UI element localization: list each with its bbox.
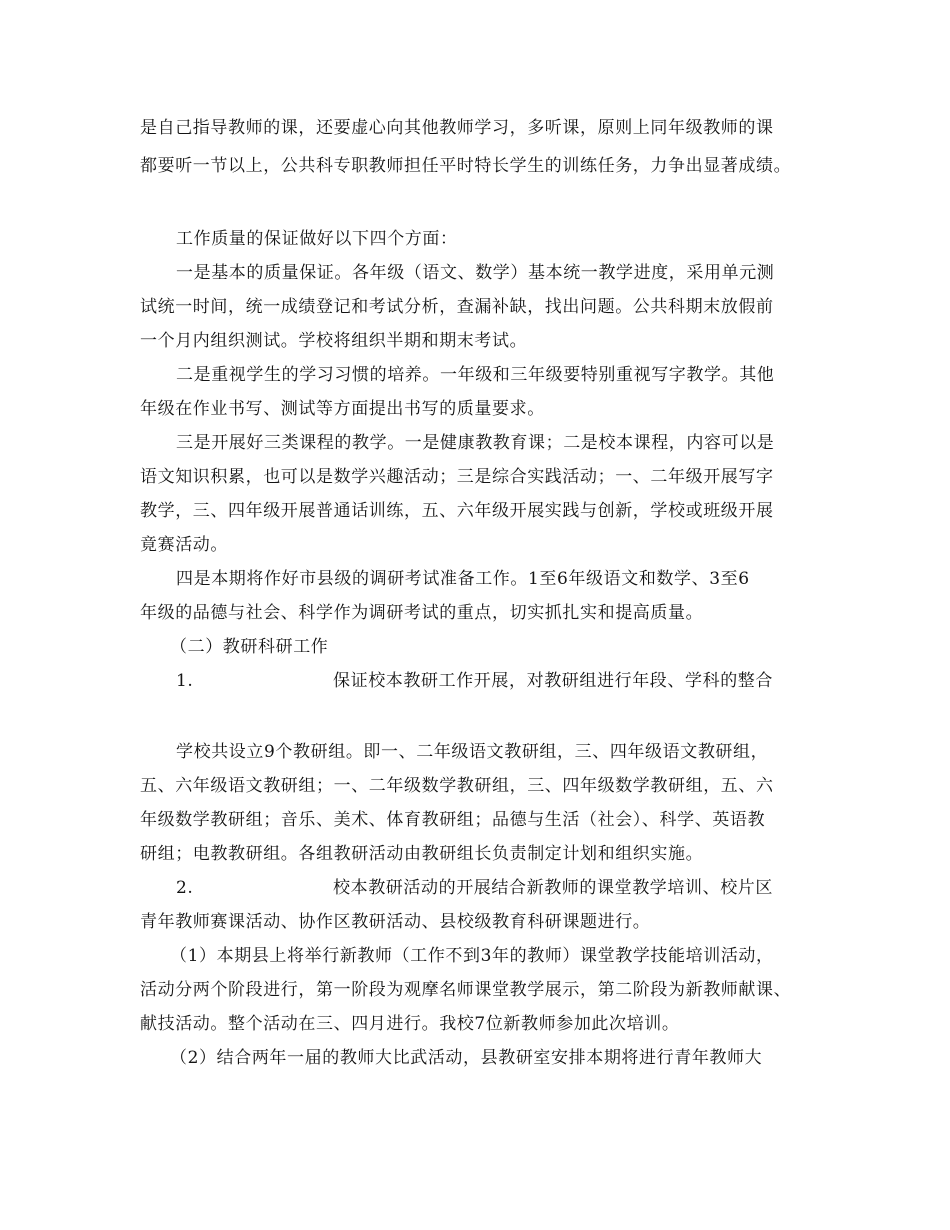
text-line: 年级数学教研组；音乐、美术、体育教研组；品德与生活（社会）、科学、英语教 bbox=[140, 810, 766, 830]
text-line: 活动分两个阶段进行，第一阶段为观摩名师课堂教学展示，第二阶段为新教师献课、 bbox=[140, 980, 792, 1000]
text-line: 献技活动。整个活动在三、四月进行。我校7位新教师参加此次培训。 bbox=[140, 1014, 680, 1034]
text-line: 四是本期将作好市县级的调研考试准备工作。1至6年级语文和数学、3至6 bbox=[176, 569, 750, 589]
text-line: 五、六年级语文教研组；一、二年级数学教研组，三、四年级数学教研组，五、六 bbox=[140, 776, 774, 796]
list-item-title: 校本教研活动的开展结合新教师的课堂教学培训、校片区 bbox=[333, 878, 773, 898]
text-line: 一个月内组织测试。学校将组织半期和期末考试。 bbox=[140, 331, 528, 351]
text-line: 都要听一节以上，公共科专职教师担任平时特长学生的训练任务，力争出显著成绩。 bbox=[140, 156, 792, 176]
list-item-title: 保证校本教研工作开展，对教研组进行年段、学科的整合 bbox=[333, 671, 773, 691]
text-line: 青年教师赛课活动、协作区教研活动、县校级教育科研课题进行。 bbox=[140, 912, 651, 932]
text-line: 竟赛活动。 bbox=[140, 535, 228, 555]
list-number: 2. bbox=[176, 878, 194, 898]
text-line: 是自己指导教师的课，还要虚心向其他教师学习，多听课，原则上同年级教师的课 bbox=[140, 118, 774, 138]
text-line: 年级的品德与社会、科学作为调研考试的重点，切实抓扎实和提高质量。 bbox=[140, 603, 704, 623]
section-heading: （二）教研科研工作 bbox=[170, 637, 329, 657]
text-line: 试统一时间，统一成绩登记和考试分析，查漏补缺，找出问题。公共科期末放假前 bbox=[140, 297, 774, 317]
text-line: 三是开展好三类课程的教学。一是健康教教育课；二是校本课程，内容可以是 bbox=[176, 433, 775, 453]
list-number: 1. bbox=[176, 671, 194, 691]
paragraph-heading: 工作质量的保证做好以下四个方面： bbox=[176, 229, 458, 249]
text-line: 一是基本的质量保证。各年级（语文、数学）基本统一教学进度，采用单元测 bbox=[176, 263, 775, 283]
text-line: 二是重视学生的学习习惯的培养。一年级和三年级要特别重视写字教学。其他 bbox=[176, 365, 775, 385]
text-line: （2）结合两年一届的教师大比武活动，县教研室安排本期将进行青年教师大 bbox=[170, 1048, 763, 1068]
text-line: 学校共设立9个教研组。即一、二年级语文教研组，三、四年级语文教研组， bbox=[176, 742, 769, 762]
text-line: （1）本期县上将举行新教师（工作不到3年的教师）课堂教学技能培训活动， bbox=[170, 946, 774, 966]
text-line: 教学，三、四年级开展普通话训练，五、六年级开展实践与创新，学校或班级开展 bbox=[140, 501, 774, 521]
text-line: 年级在作业书写、测试等方面提出书写的质量要求。 bbox=[140, 399, 545, 419]
text-line: 研组；电教教研组。各组教研活动由教研组长负责制定计划和组织实施。 bbox=[140, 844, 704, 864]
text-line: 语文知识积累，也可以是数学兴趣活动；三是综合实践活动；一、二年级开展写字 bbox=[140, 467, 774, 487]
